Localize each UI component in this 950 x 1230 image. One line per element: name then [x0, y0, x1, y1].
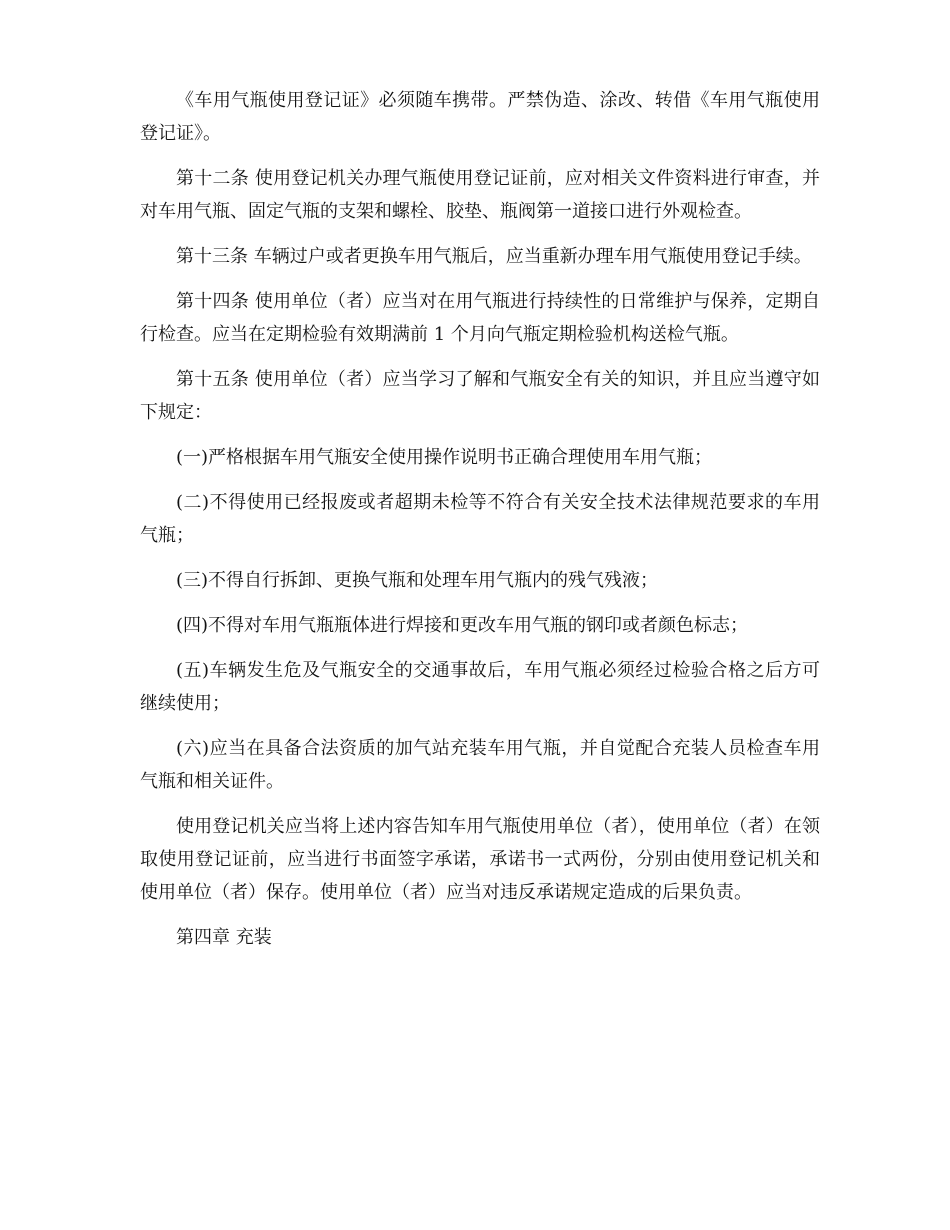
paragraph-registration-certificate: 《车用气瓶使用登记证》必须随车携带。严禁伪造、涂改、转借《车用气瓶使用登记证》。 [140, 90, 820, 144]
document-body [140, 84, 820, 954]
list-item-5: (五)车辆发生危及气瓶安全的交通事故后，车用气瓶必须经过检验合格之后方可继续使用； [140, 660, 820, 714]
list-item-1: (一)严格根据车用气瓶安全使用操作说明书正确合理使用车用气瓶； [176, 447, 713, 468]
list-item-6: (六)应当在具备合法资质的加气站充装车用气瓶，并自觉配合充装人员检查车用气瓶和相关证件。 [140, 738, 820, 792]
paragraph-article-14: 第十四条 使用单位（者）应当对在用气瓶进行持续性的日常维护与保养，定期自行检查。应当在定期检验有效期满前 1 个月向气瓶定期检验机构送检气瓶。 [140, 291, 820, 345]
paragraph-article-15: 第十五条 使用单位（者）应当学习了解和气瓶安全有关的知识，并且应当遵守如下规定： [140, 369, 820, 423]
paragraph-article-12: 第十二条 使用登记机关办理气瓶使用登记证前，应对相关文件资料进行审查，并对车用气瓶、固定气瓶的支架和螺栓、胶垫、瓶阀第一道接口进行外观检查。 [140, 168, 820, 222]
list-item-3: (三)不得自行拆卸、更换气瓶和处理车用气瓶内的残气残液； [176, 570, 659, 591]
list-item-2: (二)不得使用已经报废或者超期未检等不符合有关安全技术法律规范要求的车用气瓶； [140, 492, 820, 546]
paragraph-notification: 使用登记机关应当将上述内容告知车用气瓶使用单位（者），使用单位（者）在领取使用登记证前，应当进行书面签字承诺，承诺书一式两份，分别由使用登记机关和使用单位（者）保存。使用单位（者）应当对违反承诺规定造成的后果负责。 [140, 816, 820, 903]
paragraph-article-13: 第十三条 车辆过户或者更换车用气瓶后，应当重新办理车用气瓶使用登记手续。 [176, 246, 812, 267]
list-item-4: (四)不得对车用气瓶瓶体进行焊接和更改车用气瓶的钢印或者颜色标志； [176, 615, 749, 636]
chapter-heading: 第四章 充装 [176, 927, 272, 948]
